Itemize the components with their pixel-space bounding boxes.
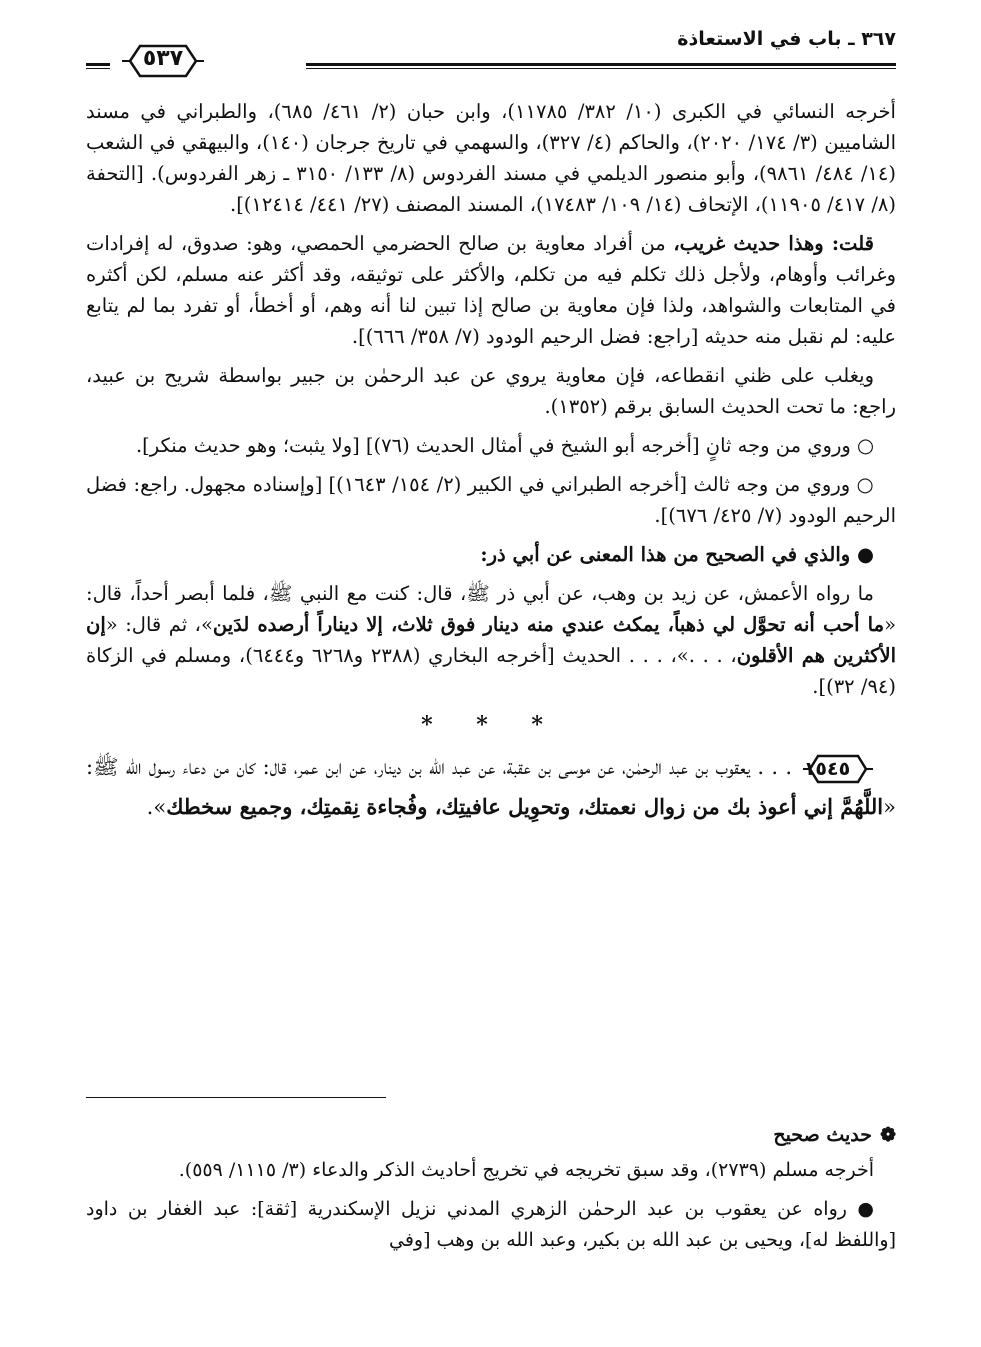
abu-dhar-text-c: »، ثم قال: « xyxy=(105,613,213,636)
page-header xyxy=(86,28,896,84)
abu-dhar-quote-2: إن الأكثرين هم الأقلون xyxy=(86,613,896,667)
chapter-title: ٣٦٧ ـ باب في الاستعاذة xyxy=(677,28,896,50)
abu-dhar-paragraph xyxy=(86,578,896,702)
footnote-divider xyxy=(86,1097,386,1098)
footnote-paragraph-1: أخرجه مسلم (٢٧٣٩)، وقد سبق تخريجه في تخريج أحاديث الذكر والدعاء (٣/ ١١١٥/ ٥٥٩). xyxy=(178,1159,874,1181)
header-rule-left xyxy=(86,63,110,69)
hadith-end: ». xyxy=(146,795,167,819)
third-chain-paragraph: ○ وروي من وجه ثالث [أخرجه الطبراني في الكبير (٢/ ١٥٤/ ١٦٤٣)] [وإسناده مجهول. راجع: فضل الرحيم الودود (٧/ ٤٢٥/ ٦٧٦)]. xyxy=(86,473,896,527)
comment-paragraph xyxy=(86,228,896,352)
footnote-text xyxy=(86,1120,896,1264)
grade-line xyxy=(86,1120,896,1151)
comment-body: من أفراد معاوية بن صالح الحضرمي الحمصي، وهو: صدوق، له إفرادات وغرائب وأوهام، ولأجل ذلك تكلم فيه من تكلم، والأكثر على توثيقه، وقد أكثر عنه مسلم، لكن أكثره في المتابعات والشواهد، ولذا فإن معاوية بن صالح إذا تبين لنا أنه وهم، أو أخطأ، أو تفرد بما لم يتابع عليه: لم نقبل منه حديثه [راجع: فضل الرحيم الودود (٧/ ٣٥٨/ ٦٦٦)]. xyxy=(86,232,896,348)
abu-dhar-quote-1: ما أحب أنه تحوَّل لي ذهباً، يمكث عندي منه دينار فوق ثلاث، إلا ديناراً أرصده لدَين xyxy=(212,613,885,636)
page-number: ٥٣٧ xyxy=(142,46,184,71)
page-number-badge xyxy=(120,42,206,80)
takhrij-paragraph: أخرجه النسائي في الكبرى (١٠/ ٣٨٢/ ١١٧٨٥)، وابن حبان (٢/ ٤٦١/ ٦٨٥)، والطبراني في مسند الشاميين (٣/ ١٧٤/ ٢٠٢٠)، والحاكم (٤/ ٣٢٧)، والسهمي في تاريخ جرجان (١٤٠)، والبيهقي في الشعب (١٤/ ٤٨٤/ ٩٨٦١)، وأبو منصور الديلمي في مسند الفردوس (٨/ ١٣٣/ ٣١٥٠ ـ زهر الفردوس). [التحفة (٨/ ٤١٧/ ١١٩٠٥)، الإتحاف (١٤/ ١٠٩/ ١٧٤٨٣)، المسند المصنف (٢٧/ ٤٤١/ ١٢٤١٤)]. xyxy=(86,100,896,216)
footnote-paragraph-2: ● رواه عن يعقوب بن عبد الرحمٰن الزهري المدني نزيل الإسكندرية [ثقة]: عبد الغفار بن داود [واللفظ له]، ويحيى بن عبد الله بن بكير، وعبد الله بن وهب [وفي xyxy=(86,1198,896,1251)
grade-label: حديث صحيح xyxy=(773,1124,872,1146)
abu-dhar-text-e: ، . . .»، . . . الحديث [أخرجه البخاري (٢٣٨٨ و٦٢٦٨ و٦٤٤٤)، ومسلم في الزكاة (٩٤/ ٣٢)]. xyxy=(86,644,896,698)
flower-icon: ❁ xyxy=(880,1124,896,1146)
hadith-paragraph xyxy=(86,747,896,827)
section-separator: * * * xyxy=(421,712,561,738)
hadith-number: ١٥٤٥ xyxy=(803,757,851,780)
comment-lead: قلت: وهذا حديث غريب، xyxy=(673,232,874,255)
abu-dhar-text-a: ما رواه الأعمش، عن زيد بن وهب، عن أبي ذر ﷺ، قال: كنت مع النبي ﷺ، فلما أبصر أحداً، قال: « xyxy=(86,582,896,636)
hadith-isnad: . . . يعقوب بن عبد الرحمٰن، عن موسى بن عقبة، عن عبد الله بن دينار، عن ابن عمر، قال: كان من دعاء رسول الله ﷺ: « xyxy=(86,755,896,819)
sahih-heading: ● والذي في الصحيح من هذا المعنى عن أبي ذر: xyxy=(480,543,874,566)
header-rule-right xyxy=(306,63,896,69)
hadith-matn: اللَّهُمَّ إني أعوذ بك من زوال نعمتك، وتحوِيل عافيتِك، وفُجاءة نِقمتِك، وجميع سخطك xyxy=(166,794,884,819)
main-text xyxy=(86,96,896,835)
inqita-paragraph: ويغلب على ظني انقطاعه، فإن معاوية يروي عن عبد الرحمٰن بن جبير بواسطة شريح بن عبيد، راجع: ما تحت الحديث السابق برقم (١٣٥٢). xyxy=(86,364,896,418)
hadith-number-badge xyxy=(802,753,874,785)
second-chain-paragraph: ○ وروي من وجه ثانٍ [أخرجه أبو الشيخ في أمثال الحديث (٧٦)] [ولا يثبت؛ وهو حديث منكر]. xyxy=(135,434,874,457)
